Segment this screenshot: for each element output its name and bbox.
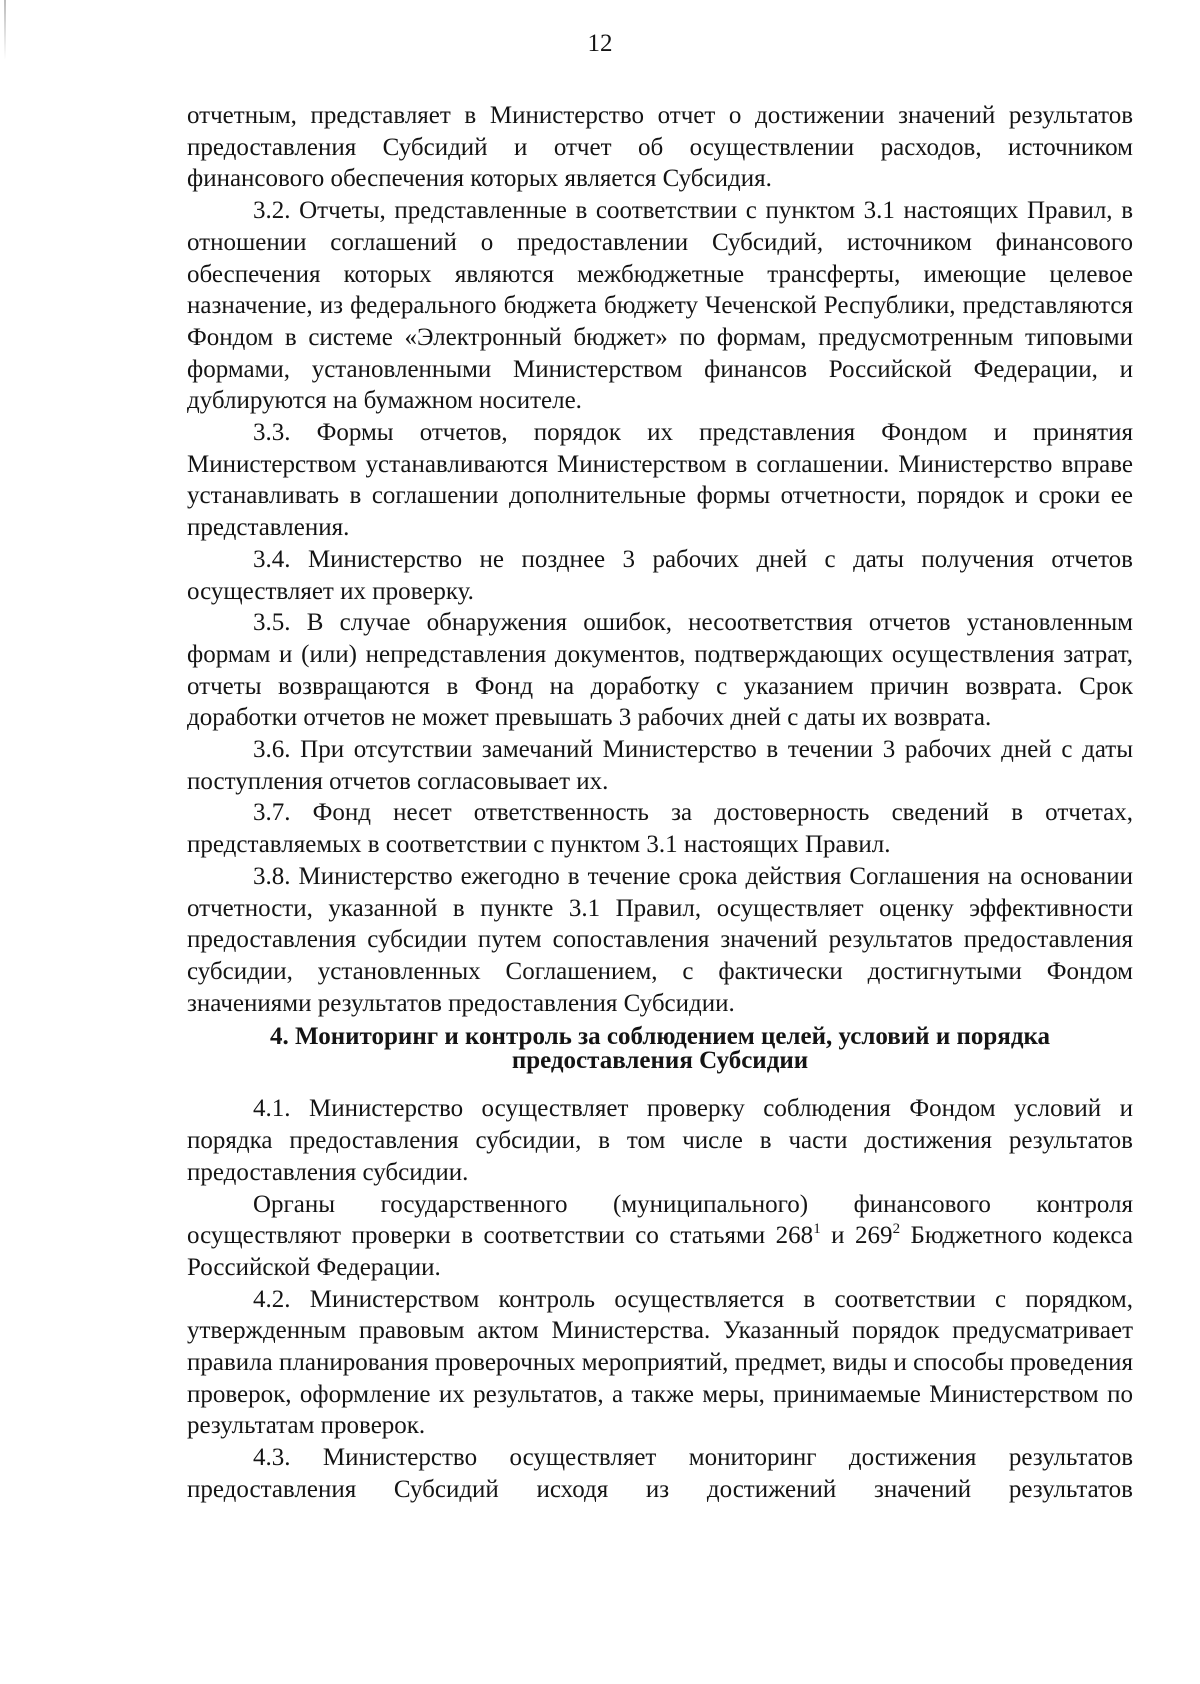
paragraph-3-7: 3.7. Фонд несет ответственность за достоверность сведений в отчетах, представляемых в соответствии с пунктом 3.1 настоящих Правил. bbox=[187, 799, 1133, 859]
paragraph-3-3: 3.3. Формы отчетов, порядок их представления Фондом и принятия Министерством устанавливаются Министерством в соглашении. Министерство вправе устанавливать в соглашении дополнительные формы отчетности, порядок и сроки ее представления. bbox=[187, 419, 1133, 542]
section-heading-line-1: 4. Мониторинг и контроль за соблюдением целей, условий и порядка bbox=[269, 1023, 1050, 1051]
paragraph-continuation: отчетным, представляет в Министерство отчет о достижении значений результатов предоставления Субсидий и отчет об осуществлении расходов, источником финансового обеспечения которых является Субсидия. bbox=[187, 102, 1133, 193]
superscript-1: 1 bbox=[813, 1221, 821, 1238]
superscript-2: 2 bbox=[892, 1221, 901, 1238]
paragraph-3-4: 3.4. Министерство не позднее 3 рабочих дней с даты получения отчетов осуществляет их проверку. bbox=[187, 545, 1133, 605]
document-body bbox=[187, 100, 1133, 1506]
section-heading bbox=[187, 1025, 1133, 1073]
paragraph-4-1: 4.1. Министерство осуществляет проверку соблюдения Фондом условий и порядка предоставления субсидии, в том числе в части достижения результатов предоставления субсидии. bbox=[187, 1095, 1133, 1186]
page-number: 12 bbox=[587, 30, 613, 57]
paragraph-4-2: 4.2. Министерством контроль осуществляется в соответствии с порядком, утвержденным правовым актом Министерства. Указанный порядок предусматривает правила планирования проверочных мероприятий, предмет, виды и способы проведения проверок, оформление их результатов, а также меры, принимаемые Министерством по результатам проверок. bbox=[187, 1285, 1133, 1440]
paragraph-3-2: 3.2. Отчеты, представленные в соответствии с пунктом 3.1 настоящих Правил, в отношении соглашений о предоставлении Субсидий, источником финансового обеспечения которых являются межбюджетные трансферты, имеющие целевое назначение, из федерального бюджета бюджету Чеченской Республики, представляются Фондом в системе «Электронный бюджет» по формам, предусмотренным типовыми формами, установленными Министерством финансов Российской Федерации, и дублируются на бумажном носителе. bbox=[187, 197, 1133, 415]
control-bodies-text-end: Бюджетного кодекса Российской Федерации. bbox=[187, 1222, 1133, 1281]
paragraph-3-6: 3.6. При отсутствии замечаний Министерство в течении 3 рабочих дней с даты поступления отчетов согласовывает их. bbox=[187, 736, 1133, 795]
paragraph-4-3: 4.3. Министерство осуществляет мониторинг достижения результатов предоставления Субсидий исходя из достижений значений результатов bbox=[187, 1444, 1133, 1503]
section-heading-line-2: предоставления Субсидии bbox=[511, 1047, 809, 1075]
paragraph-control-bodies bbox=[187, 1189, 1133, 1284]
control-bodies-text-mid: и 269 bbox=[820, 1222, 893, 1250]
control-bodies-text-start: Органы государственного (муниципального) финансового контроля осуществляют проверки в соответствии со статьями 268 bbox=[187, 1190, 1133, 1250]
paragraph-3-8: 3.8. Министерство ежегодно в течение срока действия Соглашения на основании отчетности, указанной в пункте 3.1 Правил, осуществляет оценку эффективности предоставления субсидии путем сопоставления значений результатов предоставления субсидии, установленных Соглашением, с фактически достигнутыми Фондом значениями результатов предоставления Субсидии. bbox=[187, 862, 1133, 1017]
paragraph-3-5: 3.5. В случае обнаружения ошибок, несоответствия отчетов установленным формам и (или) непредставления документов, подтверждающих осуществления затрат, отчеты возвращаются в Фонд на доработку с указанием причин возврата. Срок доработки отчетов не может превышать 3 рабочих дней с даты их возврата. bbox=[187, 609, 1133, 732]
